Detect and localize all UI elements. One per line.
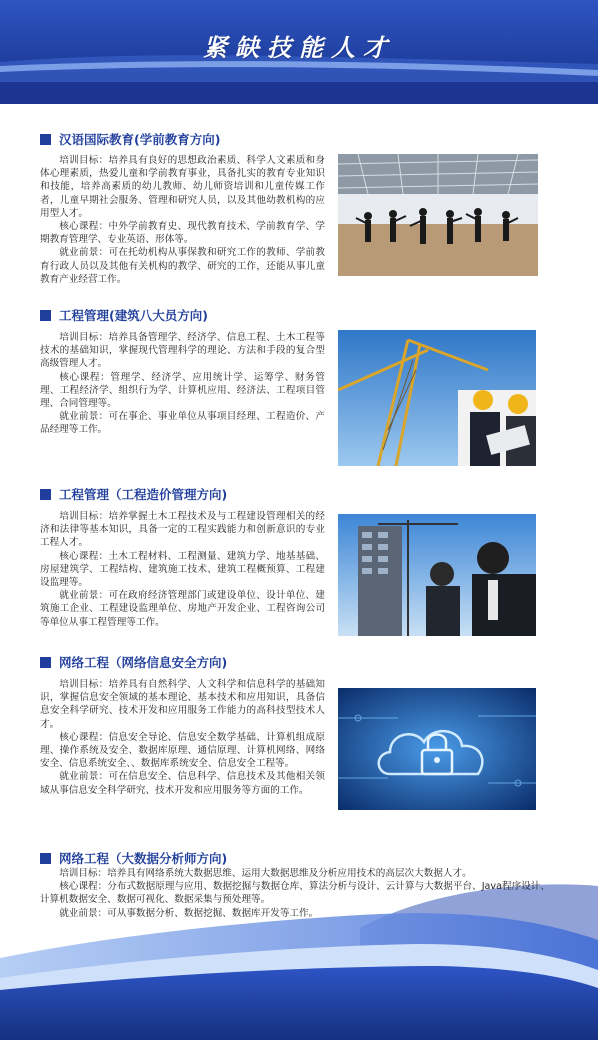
section-body [40,154,325,286]
section-title: 工程管理(建筑八大员方向) [40,307,208,323]
section-body [40,510,325,629]
core-courses: 核心课程：中外学前教育史、现代教育技术、学前教育学、学期教育管理学、专业英语、形体等。 [40,221,325,246]
square-bullet-icon [40,310,51,321]
core-courses: 核心课程：信息安全导论、信息安全数学基础、计算机组成原理、操作系统及安全、数据库原理、通信原理、计算机网络、网络安全、信息系统安全、、数据库系统安全、信息安全工程等。 [40,731,325,770]
job-prospects: 就业前景：可从事数据分析、数据挖掘、数据库开发等工作。 [59,907,319,919]
core-courses: 核心课程：管理学、经济学、应用统计学、运筹学、财务管理、工程经济学、组织行为学、计算机应用、经济法、工程项目管理、合同管理等。 [40,371,325,410]
section-title: 网络工程（网络信息安全方向) [40,654,227,670]
section-body [40,867,550,920]
job-prospects: 就业前景：可在信息安全、信息科学、信息技术及其他相关领域从事信息安全科学研究、技术开发和应用服务等方面的工作。 [40,771,325,796]
section-body [40,678,325,797]
training-goal: 培训目标：培养掌握土木工程技术及与工程建设管理相关的经济和法律等基本知识，具备一定的工程实践能力和创新意识的专业工程人才。 [40,511,325,549]
square-bullet-icon [40,489,51,500]
section-title: 网络工程（大数据分析师方向) [40,850,227,866]
job-prospects: 就业前景：可在政府经济管理部门或建设单位、设计单位、建筑施工企业、工程建设监理单位、房地产开发企业、工程咨询公司等单位从事工程管理等工作。 [40,590,325,628]
square-bullet-icon [40,134,51,145]
header-banner [0,0,598,104]
dance-class-photo [338,154,538,276]
job-prospects: 就业前景：可在托幼机构从事保教和研究工作的教师、学前教育行政人员以及其他有关机构的教学、研究的工作，还能从事儿童教育产业经营工作。 [40,247,325,285]
section-body [40,331,325,437]
section-title: 工程管理（工程造价管理方向) [40,486,227,502]
engineers-crane-photo [338,330,536,466]
core-courses: 核心课程：分布式数据原理与应用、数据挖掘与数据仓库、算法分析与设计、云计算与大数据平台、Java程序设计、计算机数据安全、数据可视化、数据采集与预处理等。 [40,881,550,906]
training-goal: 培训目标：培养具有网络系统大数据思维、运用大数据思维及分析应用技术的高层次大数据人才。 [59,868,472,879]
page-title: 紧缺技能人才 [203,33,395,62]
square-bullet-icon [40,657,51,668]
training-goal: 培训目标：培养具有自然科学、人文科学和信息科学的基础知识，掌握信息安全领域的基本理论、基本技术和应用知识，具备信息安全科学研究、技术开发和应用服务工作能力的高科技型技术人才。 [40,679,325,730]
engineers-building-photo [338,514,536,636]
core-courses: 核心课程：土木工程材料、工程测量、建筑力学、地基基础、房屋建筑学、工程结构、建筑施工技术、建筑工程概预算、工程建设监理等。 [40,550,325,589]
training-goal: 培训目标：培养具备管理学、经济学、信息工程、土木工程等技术的基础知识，掌握现代管理科学的理论、方法和手段的复合型高级管理人才。 [40,332,325,370]
square-bullet-icon [40,853,51,864]
cloud-security-photo [338,688,536,810]
job-prospects: 就业前景：可在事企、事业单位从事项目经理、工程造价、产品经理等工作。 [40,411,325,436]
training-goal: 培训目标：培养具有良好的思想政治素质、科学人文素质和身体心理素质，热爱儿童和学前教育事业，具备扎实的教育专业知识和技能，培养高素质的幼儿教师、幼儿师资培训和儿童传媒工作者，儿童早期社会服务、管理和研究人员，以及其他幼教机构的应用型人才。 [40,155,325,219]
section-title: 汉语国际教育(学前教育方向) [40,131,220,147]
